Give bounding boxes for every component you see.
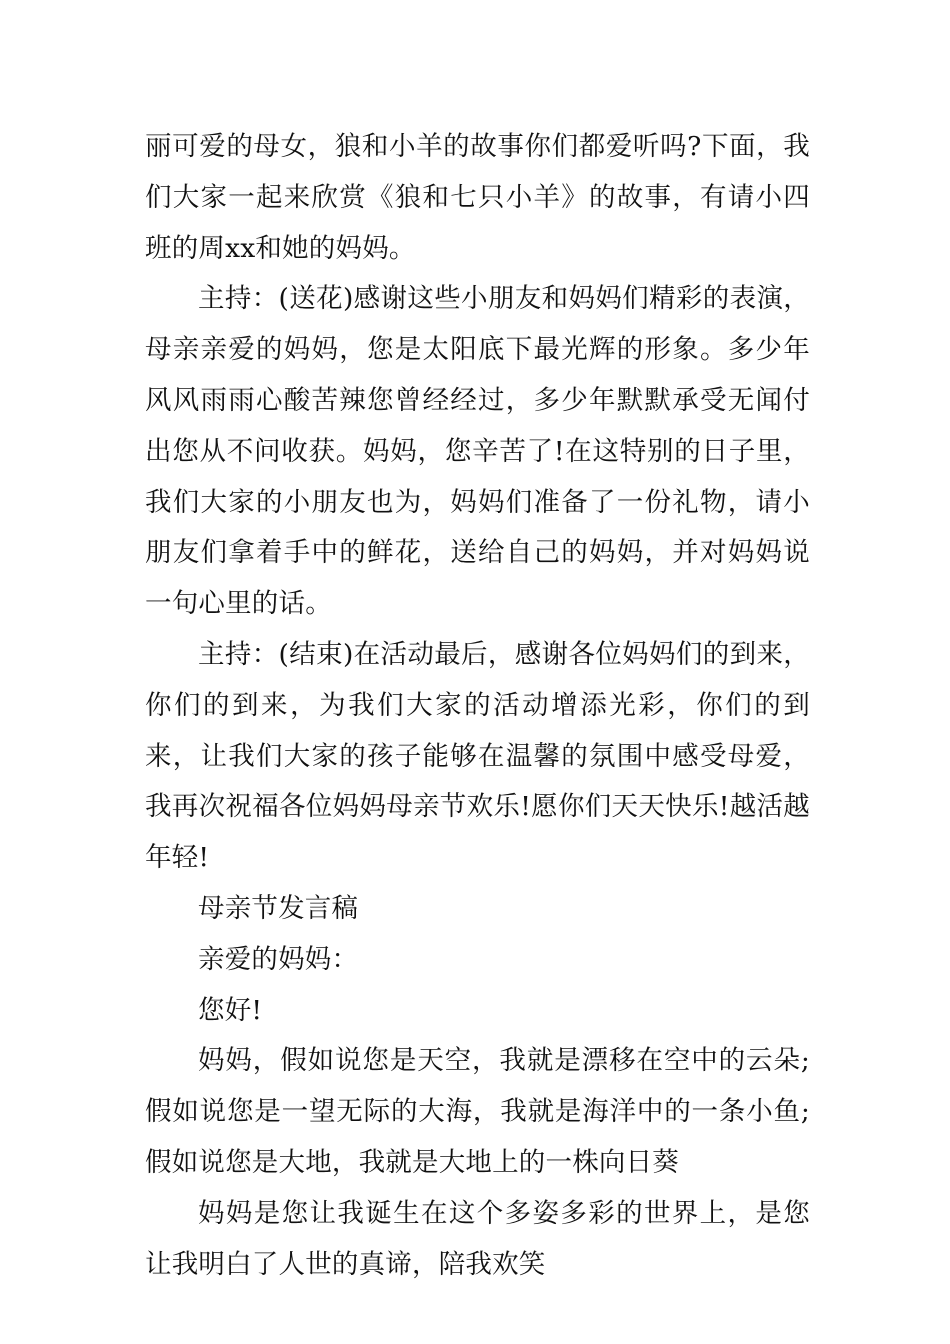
paragraph-metaphor: 妈妈，假如说您是天空，我就是漂移在空中的云朵;假如说您是一望无际的大海，我就是海洋中的一条小鱼;假如说您是大地，我就是大地上的一株向日葵 <box>145 1045 810 1178</box>
section-title: 母亲节发言稿 <box>198 892 359 924</box>
paragraph-story-intro: 丽可爱的母女，狼和小羊的故事你们都爱听吗?下面，我们大家一起来欣赏《狼和七只小羊》的故事，有请小四班的周xx和她的妈妈。 <box>145 131 810 264</box>
greeting: 您好! <box>198 994 263 1026</box>
paragraph-closing-remarks: 主持：(结束)在活动最后，感谢各位妈妈们的到来，你们的到来，为我们大家的活动增添光彩，你们的到来，让我们大家的孩子能够在温馨的氛围中感受母爱，我再次祝福各位妈妈母亲节欢乐!愿你们天天快乐!越活越年轻! <box>145 638 810 874</box>
paragraph-gratitude: 妈妈是您让我诞生在这个多姿多彩的世界上，是您让我明白了人世的真谛，陪我欢笑 <box>145 1197 810 1280</box>
paragraph-flower-presentation: 主持：(送花)感谢这些小朋友和妈妈们精彩的表演，母亲亲爱的妈妈，您是太阳底下最光辉的形象。多少年风风雨雨心酸苦辣您曾经经过，多少年默默承受无闻付出您从不问收获。妈妈，您辛苦了!在这特别的日子里，我们大家的小朋友也为，妈妈们准备了一份礼物，请小朋友们拿着手中的鲜花，送给自己的妈妈，并对妈妈说一句心里的话。 <box>145 283 810 620</box>
salutation: 亲爱的妈妈： <box>198 943 359 975</box>
document-body <box>145 122 810 1290</box>
